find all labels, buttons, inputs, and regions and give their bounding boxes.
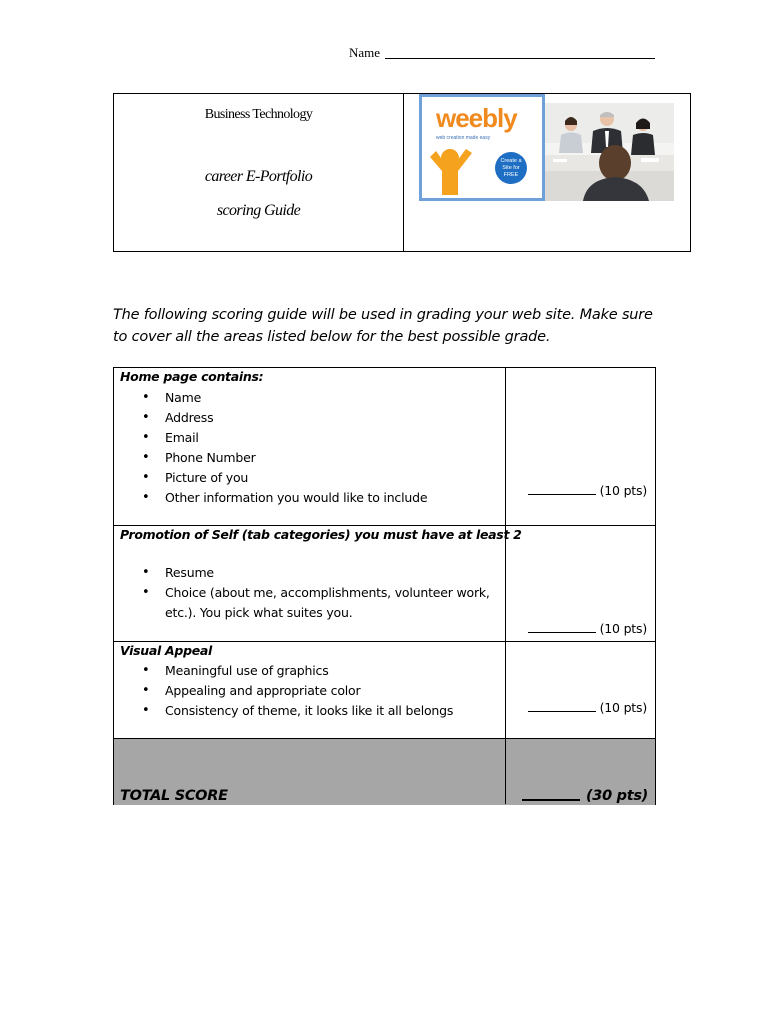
weebly-logo-text: weebly xyxy=(436,103,517,133)
table-row xyxy=(114,641,655,739)
list-item: • Email xyxy=(114,428,495,448)
person-figure-icon xyxy=(424,145,484,197)
business-meeting-photo xyxy=(545,103,674,201)
column-divider xyxy=(505,368,506,804)
score-blank[interactable] xyxy=(528,494,596,495)
list-item: • Consistency of theme, it looks like it all belongs xyxy=(114,701,495,721)
points-value: (10 pts) xyxy=(599,483,647,498)
total-points-value: (30 pts) xyxy=(585,788,648,804)
header-divider xyxy=(403,94,404,251)
points-value: (10 pts) xyxy=(599,621,647,636)
list-item: • Picture of you xyxy=(114,468,495,488)
score-blank[interactable] xyxy=(528,632,596,633)
course-name: Business Technology xyxy=(204,107,313,122)
criteria-heading: Home page contains: xyxy=(120,369,264,384)
criteria-list xyxy=(114,661,495,721)
total-score-label: TOTAL SCORE xyxy=(120,788,228,804)
header-box xyxy=(113,93,691,252)
name-label: Name xyxy=(349,45,381,60)
criteria-heading: Promotion of Self (tab categories) you must have at least 2 xyxy=(120,527,522,542)
points-field[interactable] xyxy=(528,700,647,715)
criteria-list xyxy=(114,563,495,623)
list-item: • Resume xyxy=(114,563,495,583)
list-item: • Address xyxy=(114,408,495,428)
list-item: • Name xyxy=(114,388,495,408)
total-score-blank[interactable] xyxy=(522,799,580,801)
list-item: • Phone Number xyxy=(114,448,495,468)
criteria-list xyxy=(114,388,495,508)
list-item: • Other information you would like to include xyxy=(114,488,495,508)
document-subtitle: scoring Guide xyxy=(216,202,301,219)
points-field[interactable] xyxy=(528,621,647,636)
name-field[interactable] xyxy=(349,45,655,61)
total-points-field[interactable] xyxy=(522,788,648,804)
list-item: • Choice (about me, accomplishments, volunteer work, etc.). You pick what suites you. xyxy=(114,583,495,623)
intro-paragraph: The following scoring guide will be used in grading your web site. Make sure to cover all the areas listed below for the best possible grade. xyxy=(113,307,653,345)
list-item: • Meaningful use of graphics xyxy=(114,661,495,681)
score-blank[interactable] xyxy=(528,711,596,712)
name-blank[interactable] xyxy=(385,58,655,59)
weebly-logo xyxy=(419,94,545,201)
document-title: career E-Portfolio xyxy=(204,168,313,185)
table-row xyxy=(114,525,655,642)
scoring-table xyxy=(113,367,656,805)
points-value: (10 pts) xyxy=(599,700,647,715)
total-row xyxy=(114,738,655,805)
points-field[interactable] xyxy=(528,483,647,498)
weebly-tagline: web creation made easy xyxy=(436,135,491,141)
criteria-heading: Visual Appeal xyxy=(120,643,213,658)
list-item: • Appealing and appropriate color xyxy=(114,681,495,701)
table-row xyxy=(114,368,655,525)
free-site-badge: Create a Site for FREE xyxy=(495,152,527,184)
